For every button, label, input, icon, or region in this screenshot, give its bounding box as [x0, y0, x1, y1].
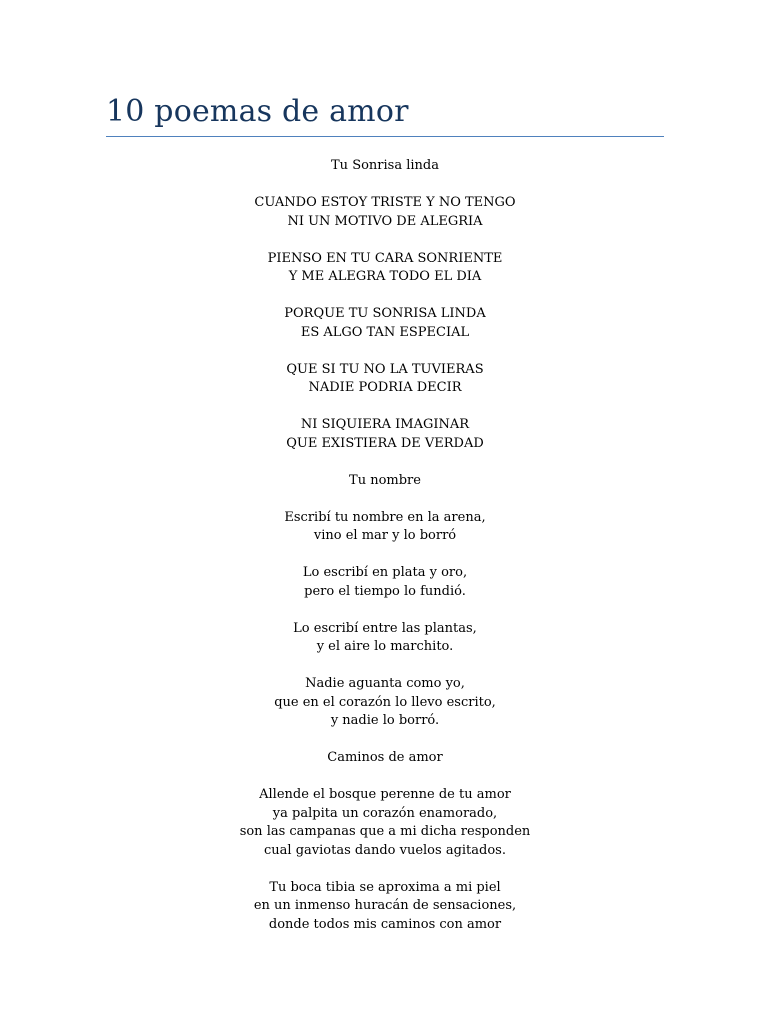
poem-line: que en el corazón lo llevo escrito,: [274, 694, 496, 710]
poem-line: ES ALGO TAN ESPECIAL: [300, 324, 470, 340]
poem-title: Tu Sonrisa linda: [331, 158, 439, 173]
poem-line: Escribí tu nombre en la arena,: [284, 509, 486, 525]
poem-title: Caminos de amor: [327, 750, 443, 765]
title-underline: [106, 136, 664, 137]
poems-body: [106, 157, 664, 934]
poem-line: Lo escribí en plata y oro,: [302, 565, 468, 580]
poem-line: Y ME ALEGRA TODO EL DIA: [288, 269, 482, 284]
poem-line: PIENSO EN TU CARA SONRIENTE: [267, 250, 503, 266]
poem-line: Lo escribí entre las plantas,: [293, 620, 477, 636]
poem-line: son las campanas que a mi dicha responden: [239, 824, 531, 839]
stanza: [106, 786, 664, 860]
poem-line: Tu boca tibia se aproxima a mi piel: [269, 879, 501, 895]
poem-line: en un inmenso huracán de sensaciones,: [253, 898, 517, 913]
poem-line: PORQUE TU SONRISA LINDA: [284, 306, 486, 321]
stanza: [106, 194, 664, 231]
poem-line: pero el tiempo lo fundió.: [304, 583, 466, 599]
stanza: [106, 509, 664, 546]
stanza: [106, 675, 664, 731]
poem-line: cual gaviotas dando vuelos agitados.: [264, 842, 506, 858]
poem-line: NADIE PODRIA DECIR: [308, 380, 462, 395]
stanza: [106, 361, 664, 398]
stanza: [106, 879, 664, 935]
poem-title: Tu nombre: [349, 472, 421, 488]
stanza: [106, 620, 664, 657]
poem-line: NI UN MOTIVO DE ALEGRIA: [287, 213, 483, 229]
stanza: [106, 416, 664, 453]
poem-line: vino el mar y lo borró: [313, 528, 457, 543]
poem-line: QUE SI TU NO LA TUVIERAS: [286, 361, 484, 377]
document-title: 10 poemas de amor: [106, 94, 409, 129]
poem-line: Nadie aguanta como yo,: [305, 676, 465, 691]
poem: [106, 157, 664, 453]
poem-line: y nadie lo borró.: [330, 713, 440, 728]
poem-line: donde todos mis caminos con amor: [268, 916, 502, 932]
stanza: [106, 305, 664, 342]
poem: [106, 472, 664, 731]
poem: [106, 749, 664, 934]
stanza: [106, 250, 664, 287]
poem-line: NI SIQUIERA IMAGINAR: [300, 417, 470, 432]
poem-line: CUANDO ESTOY TRISTE Y NO TENGO: [254, 195, 516, 210]
poem-line: y el aire lo marchito.: [316, 639, 454, 654]
poem-line: QUE EXISTIERA DE VERDAD: [286, 435, 484, 451]
poem-line: ya palpita un corazón enamorado,: [272, 805, 498, 821]
poem-line: Allende el bosque perenne de tu amor: [259, 787, 511, 802]
stanza: [106, 564, 664, 601]
